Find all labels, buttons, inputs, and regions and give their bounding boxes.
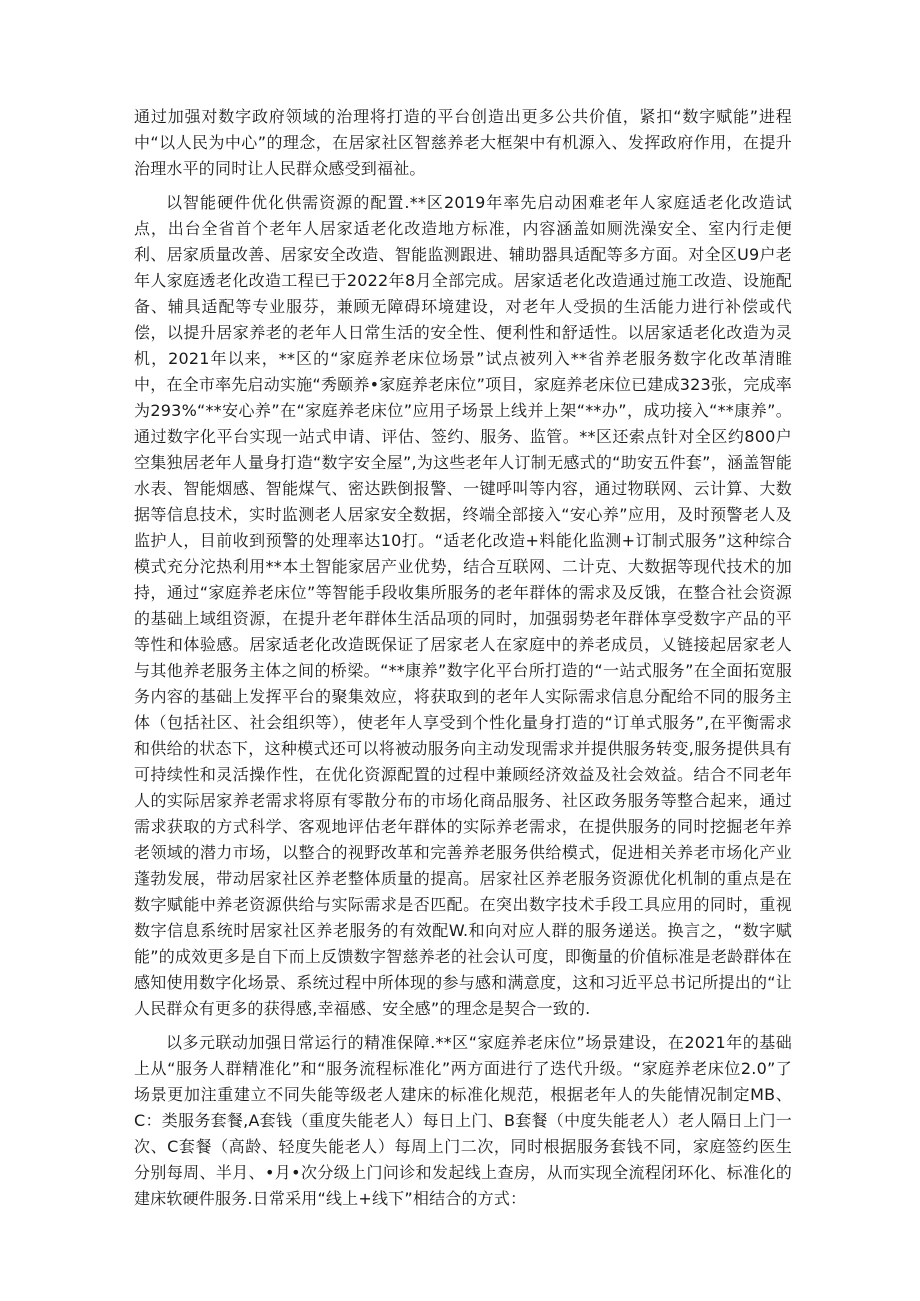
paragraph-intro: 通过加强对数字政府领域的治理将打造的平台创造出更多公共价值，紧扣“数字赋能”进程中“以人民为中心”的理念，在居家社区智慈养老大框架中有机源入、发挥政府作用，在提升治理水平的同时让人民群众感受到福祉。 — [134, 107, 792, 178]
paragraph-smart-hardware: 以智能硬件优化供需资源的配置.**区2019年率先启动困难老年人家庭适老化改造试点，出台全省首个老年人居家适老化改造地方标准，内容涵盖如厕洗澡安全、室内行走便利、居家质量改善、居家安全改造、智能监测跟进、辅助器具适配等多方面。对全区U9户老年人家庭透老化改造工程已于2022年8月全部完成。居家适老化改造通过施工改造、设施配备、辅具适配等专业服芬，兼顾无障碍环境建设，对老年人受损的生活能力进行补偿或代偿，以提升居家养老的老年人日常生活的安全性、便利性和舒适性。以居家适老化改造为灵机，2021年以来，**区的“家庭养老床位场景”试点被列入**省养老服务数字化改革清睢中，在全市率先启动实施“秀颐养•家庭养老床位”项目，家庭养老床位已建成323张，完成率为293%“**安心养”在“家庭养老床位”应用子场景上线并上架“**办”，成功接入“**康养”。通过数字化平台实现一站式申请、评估、签约、服务、监管。**区还索点针对全区约800户空集独居老年人量身打造“数字安全屋”,为这些老年人订制无感式的“助安五件套”，涵盖智能水表、智能烟感、智能煤气、密达跌倒报警、一键呼叫等内容，通过物联网、云计算、大数据等信息技术，实时监测老人居家安全数据，终端全部接入“安心养”应用，及时预警老人及监护人，目前收到预警的处理率达10打。“适老化改造+料能化监测+订制式服务”这种综合模式充分沱热利用**本土智能家居产业优势，结合互联网、二计克、大数据等现代技术的加持，通过“家庭养老床位”等智能手段收集所服务的老年群体的需求及反饿，在整合社会资源的基础上域组资源，在提升老年群体生活品项的同时，加强弱势老年群体享受数字产品的平等性和体验感。居家适老化改造既保证了居家老人在家庭中的养老成员，乂链接起居家老人与其他养老服务主体之间的桥梁。“**康养”数字化平台所打造的“一站式服务”在全面拓宽服务内容的基础上发挥平台的聚集效应，将获取到的老年人实际需求信息分配给不同的服务主体（包括社区、社会组织等），使老年人享受到个性化量身打造的“订单式服务”,在平衡需求和供给的状态下，这种模式还可以将被动服务向主动发现需求并提供服务转变,服务提供具有可持续性和灵活操作性，在优化资源配置的过程中兼顾经济效益及社会效益。结合不同老年人的实际居家养老需求将原有零散分布的市场化商品服务、社区政务服务等整合起来，通过需求获取的方式科学、客观地评估老年群体的实际养老需求，在提供服务的同时挖掘老年养老领域的潜力市场，以整合的视野改革和完善养老服务供给模式，促进相关养老市场化产业蓬勃发展，带动居家社区养老整体质量的提高。居家社区养老服务资源优化机制的重点是在数字赋能中养老资源供给与实际需求是否匹配。在突出数字技术手段工具应用的同时，重视数字信息系统时居家社区养老服务的有效配W.和向对应人群的服务递送。换言之，“数字赋能”的成效更多是自下而上反馈数字智慈养老的社会认可度，即衡量的价值标准是老龄群体在感知使用数字化场景、系统过程中所体现的参与感和满意度，这和习近平总书记所提出的“让人民群众有更多的获得感,幸福感、安全感”的理念是契合一致的. — [134, 193, 792, 1018]
document-body — [134, 104, 792, 1212]
paragraph-multi-linkage: 以多元联动加强日常运行的精准保障.**区“家庭养老床位”场景建设，在2021年的基础上从“服务人群精准化”和“服务流程标准化”两方面进行了迭代升级。“家庭养老床位2.0”了场景更加注重建立不同失能等级老人建床的标准化规范，根据老年人的失能情况制定MB、C：类服务套餐,A套钱（重度失能老人）每日上门、B套餐（中度失能老人）老人隔日上门一次、C套餐（高龄、轻度失能老人）每周上门二次，同时根据服务套钱不同，家庭签约医生分别每周、半月、•月•次分级上门问诊和发起线上查房，从而实现全流程闭环化、标准化的建床软硬件服务.日常采用“线上+线下”相结合的方式： — [134, 1033, 792, 1208]
